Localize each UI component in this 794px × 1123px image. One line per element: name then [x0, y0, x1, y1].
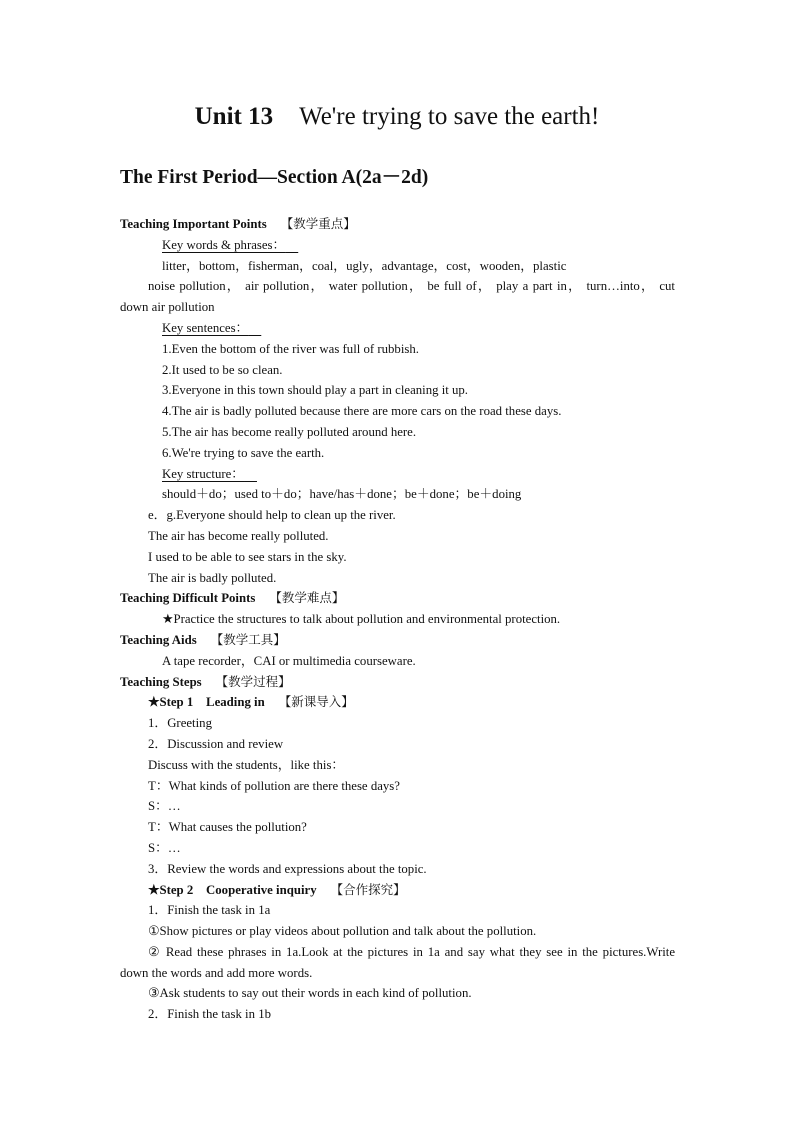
step1-line: Discuss with the students，like this：: [148, 757, 345, 772]
period-heading: The First Period—Section A(2a－2d): [120, 167, 429, 188]
key-sentence: 4.The air is badly polluted because there are more cars on the road these days.: [162, 404, 562, 419]
step2-paragraph: ② Read these phrases in 1a.Look at the pictures in 1a and say what they see in the pictures.Write down the words and add more words.: [120, 944, 675, 980]
step1-line: 3．Review the words and expressions about the topic.: [148, 861, 427, 876]
key-words-label: Key words & phrases：: [162, 237, 286, 252]
step1-label: ★Step 1 Leading in: [148, 695, 265, 710]
example-line: The air has become really polluted.: [148, 528, 329, 543]
unit-title: [0, 100, 794, 134]
step2-heading: [120, 880, 675, 901]
step1-line: T：What causes the pollution?: [148, 820, 307, 835]
key-words-line: litter，bottom，fisherman，coal，ugly，advantage，cost，wooden，plastic: [162, 258, 567, 273]
difficult-points-tag: 【教学难点】: [269, 590, 345, 606]
teaching-aids-heading: [120, 630, 675, 651]
step2-line: ③Ask students to say out their words in each kind of pollution.: [148, 986, 472, 1001]
step2-line: 1．Finish the task in 1a: [148, 903, 271, 918]
step2-tag: 【合作探究】: [330, 881, 406, 897]
key-structure-line: should＋do；used to＋do；have/has＋done；be＋done；be＋doing: [162, 487, 522, 502]
key-sentence: 6.We're trying to save the earth.: [162, 445, 325, 460]
key-structure-label-row: [120, 464, 675, 485]
teaching-aids-tag: 【教学工具】: [210, 631, 286, 647]
step1-tag: 【新课导入】: [278, 694, 354, 710]
teaching-steps-label: Teaching Steps: [120, 674, 202, 689]
difficult-points-item: ★Practice the structures to talk about pollution and environmental protection.: [162, 612, 561, 627]
unit-title-text: We're trying to save the earth!: [299, 103, 600, 130]
key-words-label-row: [120, 235, 675, 256]
important-points-tag: 【教学重点】: [280, 216, 356, 231]
teaching-aids-item: A tape recorder，CAI or multimedia courseware.: [162, 653, 416, 668]
important-points-heading: [120, 214, 675, 235]
key-structure-label: Key structure：: [162, 466, 245, 481]
step1-line: S：…: [148, 840, 181, 855]
unit-number: Unit 13: [194, 103, 274, 130]
step1-line: S：…: [148, 799, 181, 814]
key-sentence: 1.Even the bottom of the river was full of rubbish.: [162, 341, 419, 356]
example-line: The air is badly polluted.: [148, 570, 277, 585]
key-phrases-line: [120, 276, 675, 318]
key-sentence: 2.It used to be so clean.: [162, 362, 283, 377]
difficult-points-heading: [120, 588, 675, 609]
key-sentence: 3.Everyone in this town should play a part in cleaning it up.: [162, 383, 469, 398]
teaching-steps-heading: [120, 672, 675, 693]
step1-heading: [120, 692, 675, 713]
step2-line: ①Show pictures or play videos about pollution and talk about the pollution.: [148, 924, 537, 939]
key-sentences-label-row: [120, 318, 675, 339]
teaching-aids-label: Teaching Aids: [120, 632, 197, 647]
step2-line: 2．Finish the task in 1b: [148, 1007, 271, 1022]
step1-line: 2．Discussion and review: [148, 736, 284, 751]
example-line: I used to be able to see stars in the sky.: [148, 549, 347, 564]
difficult-points-label: Teaching Difficult Points: [120, 591, 256, 606]
key-phrases-text: noise pollution， air pollution， water pollution， be full of， play a part in， turn…into， cut down air pollution: [120, 279, 675, 315]
key-sentence: 5.The air has become really polluted around here.: [162, 424, 417, 439]
step1-line: 1．Greeting: [148, 716, 212, 731]
lesson-content: [120, 214, 675, 1025]
key-sentences-label: Key sentences：: [162, 320, 249, 335]
important-points-label: Teaching Important Points: [120, 217, 267, 231]
example-line: e．g.Everyone should help to clean up the river.: [148, 508, 396, 523]
step2-label: ★Step 2 Cooperative inquiry: [148, 882, 317, 897]
step1-line: T：What kinds of pollution are there these days?: [148, 778, 400, 793]
teaching-steps-tag: 【教学过程】: [215, 673, 291, 689]
